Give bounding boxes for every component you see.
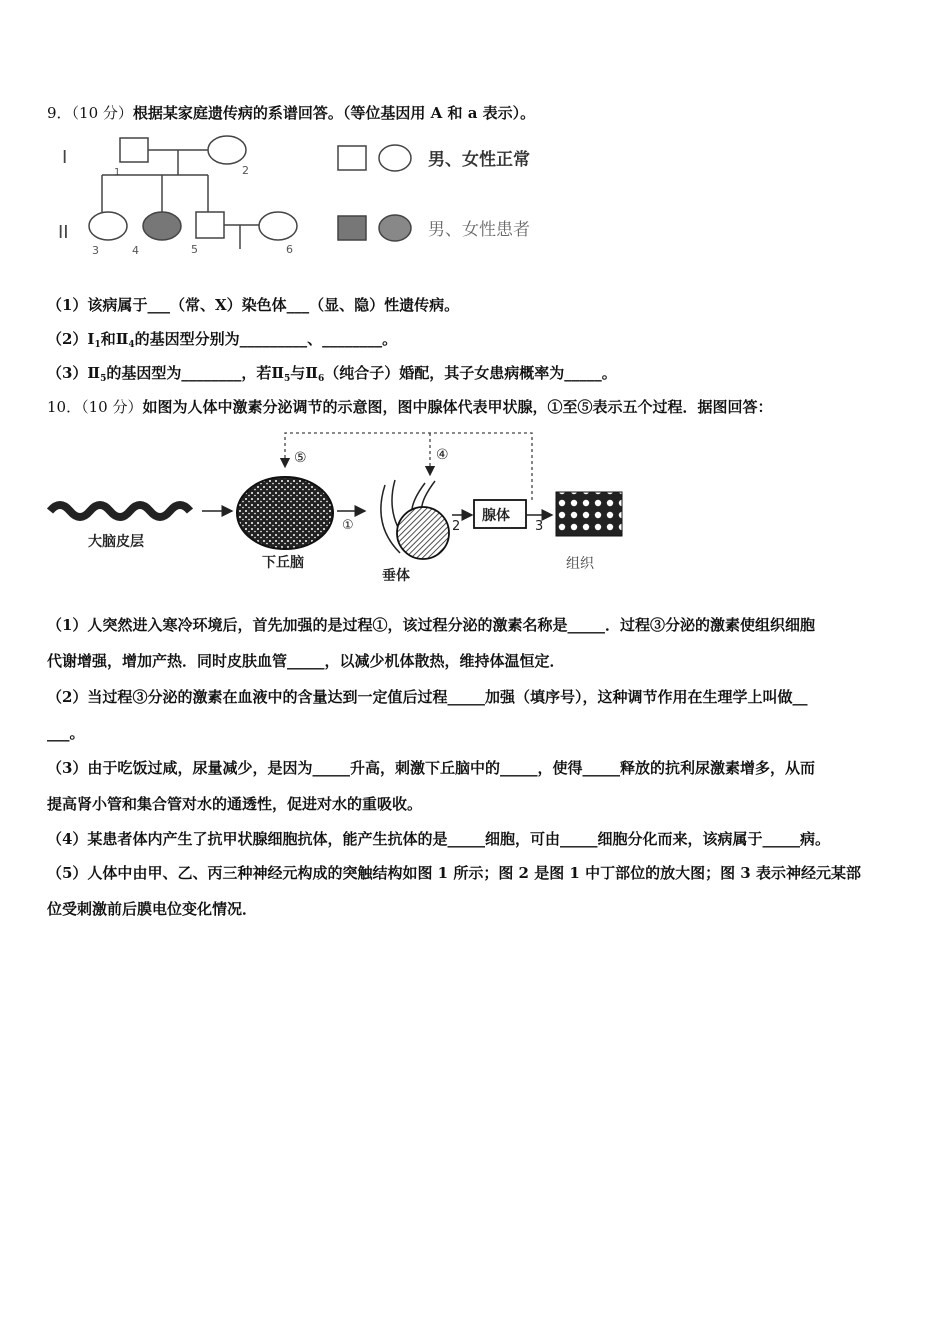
label-process-1: ① — [342, 518, 354, 533]
label-cortex: 大脑皮层 — [88, 534, 144, 550]
hormone-regulation-diagram — [40, 425, 640, 585]
pedigree-female-2 — [208, 136, 246, 164]
q10-sub3-line2: 提高肾小管和集合管对水的通透性，促进对水的重吸收。 — [47, 795, 423, 813]
pedigree-diagram — [40, 125, 580, 260]
label-process-5: ⑤ — [294, 450, 307, 466]
legend-normal-label: 男、女性正常 — [428, 150, 530, 170]
q10-sub4: （4）某患者体内产生了抗甲状腺细胞抗体，能产生抗体的是_____细胞，可由_____细胞分化而来，该病属于_____病。 — [47, 830, 830, 848]
q10-sub5-line1: （5）人体中由甲、乙、丙三种神经元构成的突触结构如图 1 所示；图 2 是图 1 中丁部位的放大图；图 3 表示神经元某部 — [47, 864, 861, 882]
q9-title-text: 根据某家庭遗传病的系谱回答。（等位基因用 A 和 a 表示）。 — [132, 104, 536, 122]
pedigree-num-3: 3 — [92, 244, 99, 257]
q9-sub2: $(2)Ⅰ_1$和$Ⅱ_4$的基因型分别为_________、________。 — [47, 330, 398, 350]
q10-sub5-line2: 位受刺激前后膜电位变化情况． — [47, 900, 258, 918]
tissue-shape — [556, 492, 622, 536]
pedigree-num-5: 5 — [191, 243, 198, 256]
legend-normal-male-icon — [338, 146, 366, 170]
pedigree-male-1 — [120, 138, 148, 162]
pituitary-shape — [397, 507, 449, 559]
label-gland: 腺体 — [482, 508, 510, 524]
pedigree-female-3 — [89, 212, 127, 240]
pedigree-num-1: 1 — [114, 167, 121, 178]
q9-title — [47, 103, 535, 123]
label-tissue: 组织 — [566, 556, 594, 572]
label-process-4: ④ — [436, 447, 449, 463]
q10-title-text: 如图为人体中激素分泌调节的示意图，图中腺体代表甲状腺，①至⑤表示五个过程．据图回答： — [142, 398, 773, 416]
q9-sub1: （1）该病属于___（常、X）染色体___（显、隐）性遗传病。 — [47, 296, 460, 314]
q10-sub2-line1: （2）当过程③分泌的激素在血液中的含量达到一定值后过程_____加强（填序号），这种调节作用在生理学上叫做__ — [47, 688, 808, 706]
legend-affected-female-icon — [379, 215, 411, 241]
pedigree-gen-1: I — [62, 147, 68, 168]
q10-sub3-line1: （3）由于吃饭过咸，尿量减少，是因为_____升高，刺激下丘脑中的_____，使得_____释放的抗利尿激素增多，从而 — [47, 759, 815, 777]
q9-sub3: $(3)Ⅱ_5$的基因型为________，若$Ⅱ_5$与$Ⅱ_6$（纯合子）婚配，其子女患病概率为_____。 — [47, 364, 617, 384]
pedigree-male-5 — [196, 212, 224, 238]
q10-sub2-line2: ___。 — [47, 724, 85, 742]
pedigree-affected-female-4 — [143, 212, 181, 240]
hypothalamus-shape — [237, 477, 333, 549]
pedigree-num-4: 4 — [132, 244, 139, 257]
label-pituitary: 垂体 — [382, 568, 410, 584]
legend-normal-female-icon — [379, 145, 411, 171]
label-process-3: 3 — [535, 519, 544, 534]
pedigree-num-6: 6 — [286, 243, 293, 256]
pedigree-female-6 — [259, 212, 297, 240]
legend-affected-label: 男、女性患者 — [428, 220, 530, 240]
q10-number: 10．（10 分） — [47, 398, 143, 416]
legend-affected-male-icon — [338, 216, 366, 240]
q10-title — [47, 397, 772, 417]
pedigree-num-2: 2 — [242, 164, 249, 177]
q10-sub1-line1: （1）人突然进入寒冷环境后，首先加强的是过程①，该过程分泌的激素名称是_____．过程③分泌的激素使组织细胞 — [47, 616, 815, 634]
q10-sub1-line2: 代谢增强，增加产热．同时皮肤血管_____，以减少机体散热，维持体温恒定． — [47, 652, 565, 670]
pedigree-gen-2: II — [58, 222, 69, 243]
label-hypothalamus: 下丘脑 — [262, 555, 304, 571]
q9-number: 9．（10 分） — [47, 104, 133, 122]
label-process-2: 2 — [452, 519, 461, 534]
cerebral-cortex-shape — [50, 505, 190, 517]
